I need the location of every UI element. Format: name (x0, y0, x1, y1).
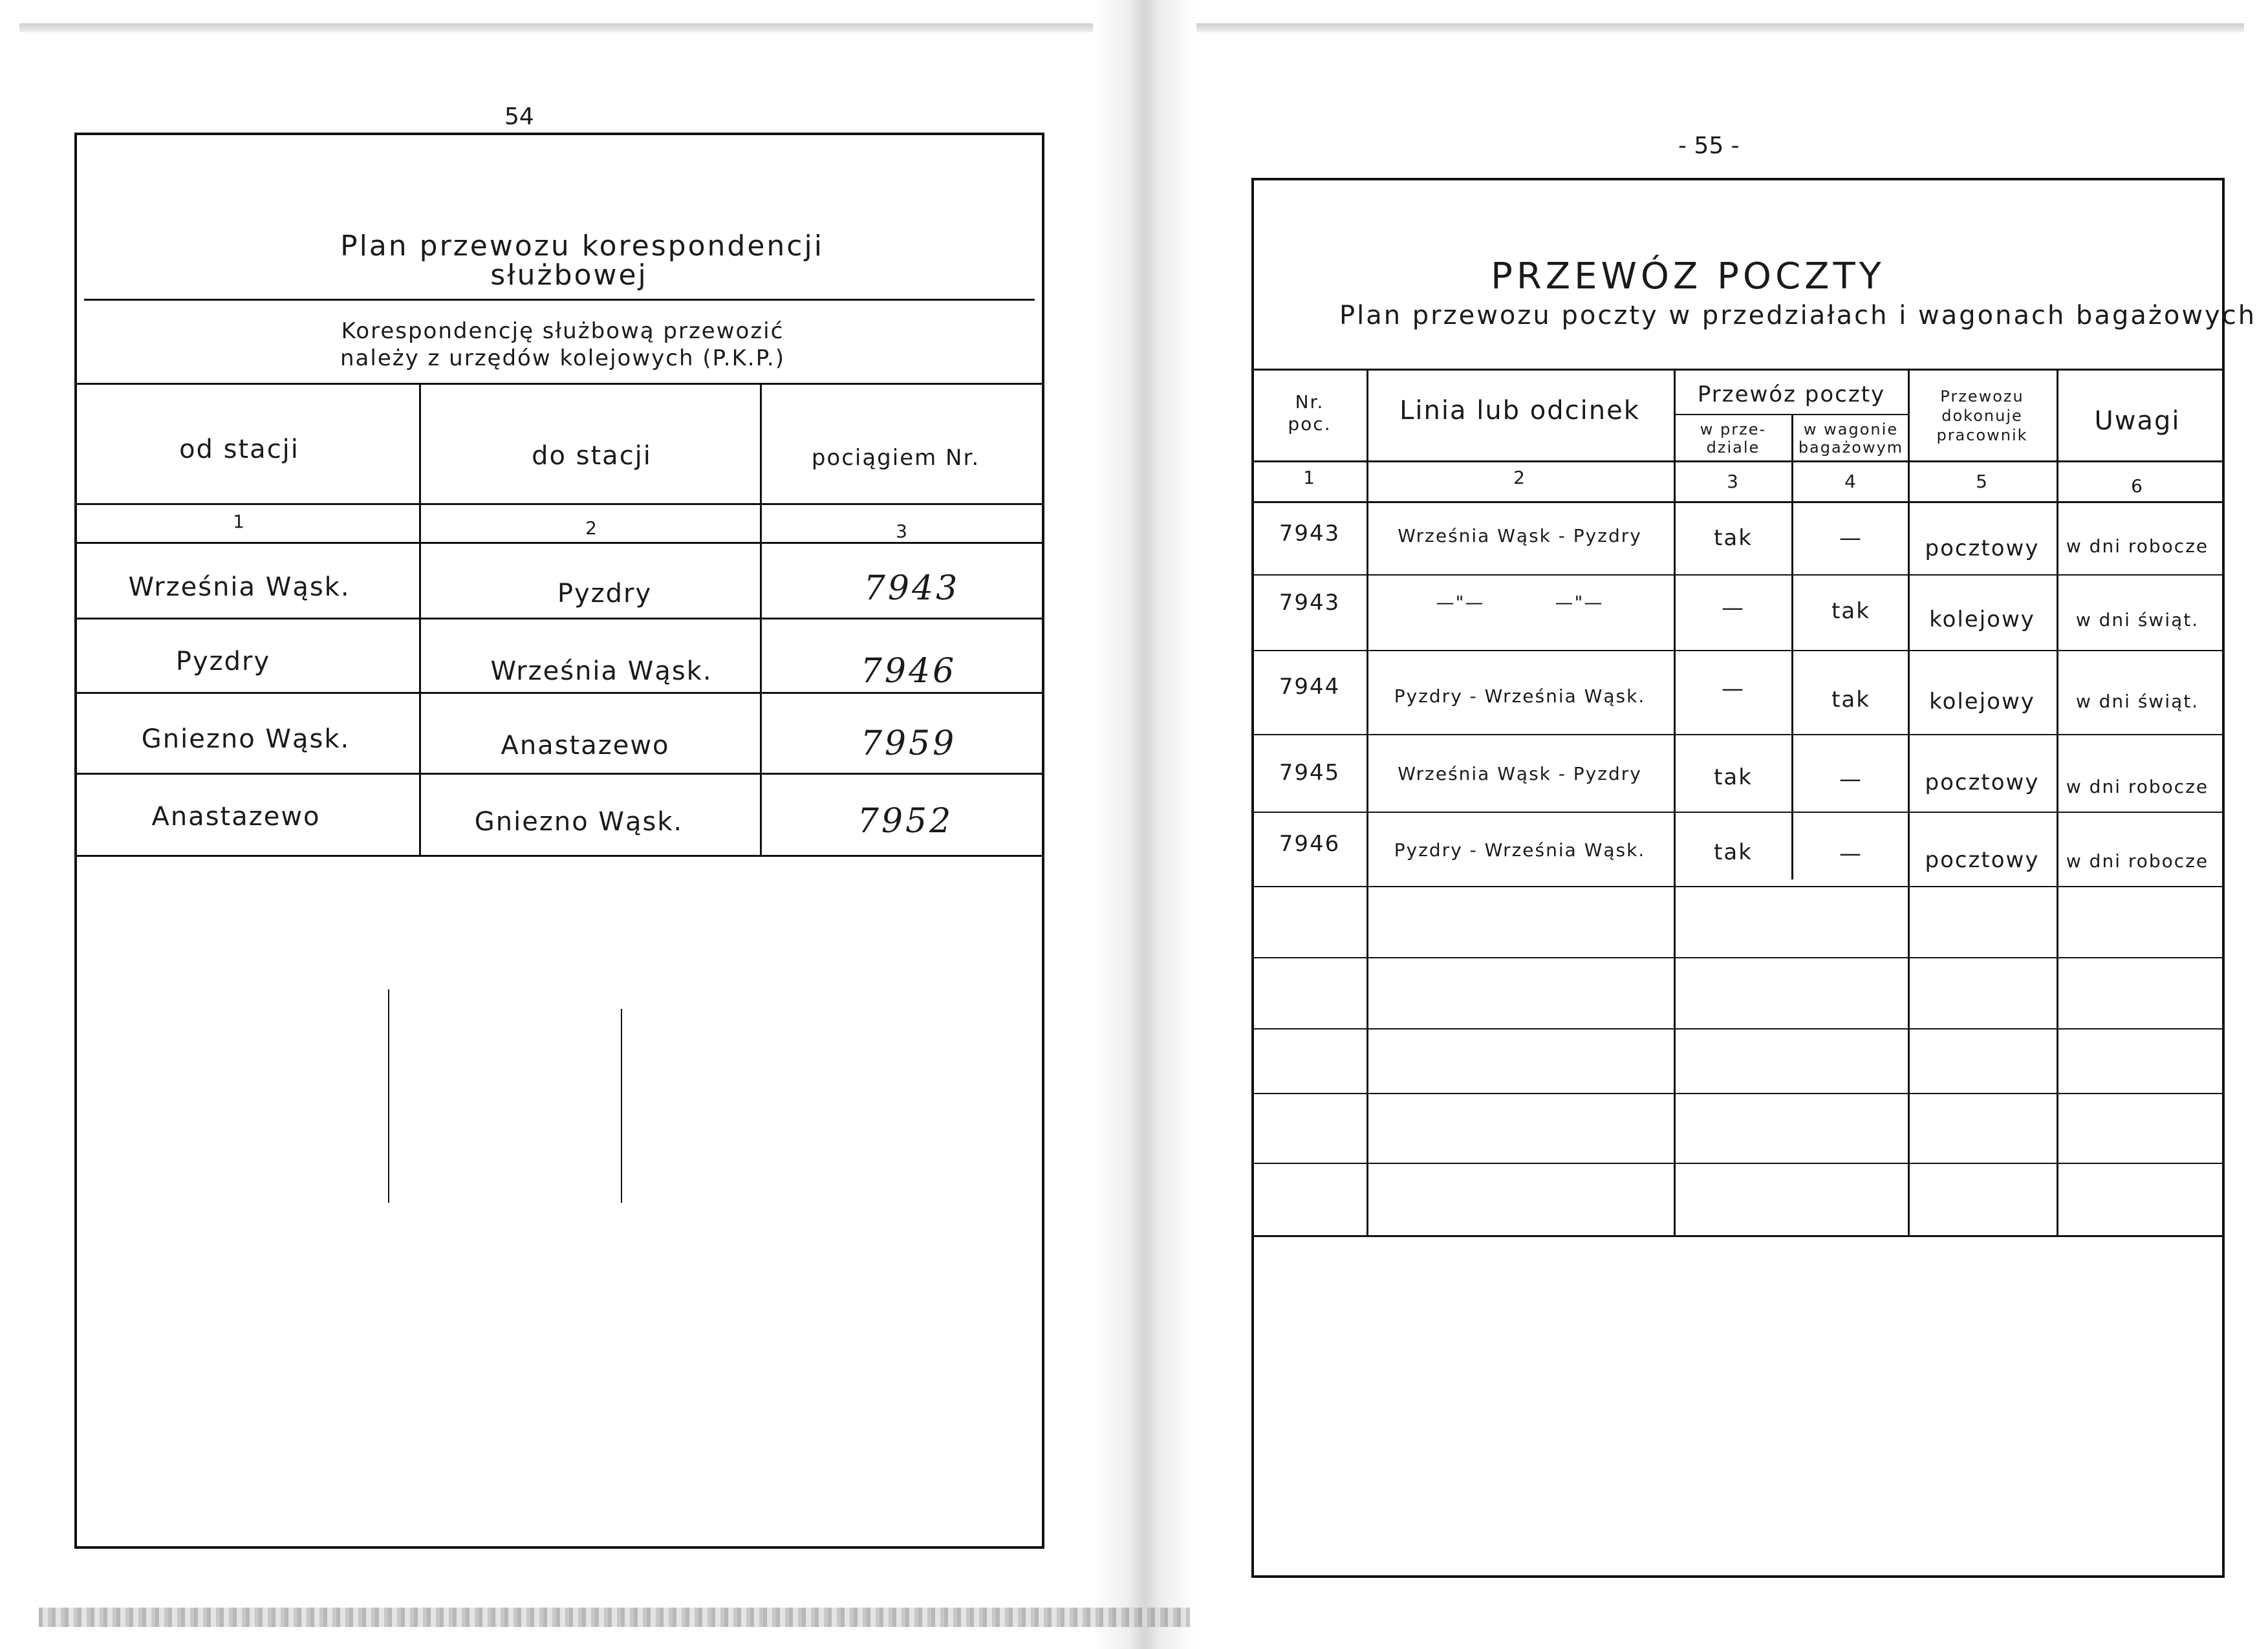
left-row-from: Anastazewo (151, 802, 321, 832)
right-row-divider (1251, 1028, 2225, 1029)
right-header-compartment: w prze-dziale (1700, 420, 1767, 457)
right-col-divider-2 (1674, 369, 1676, 1235)
right-col-divider-3 (1791, 414, 1793, 879)
scan-edge-bottom (39, 1608, 1190, 1627)
right-row-divider (1251, 1163, 2225, 1164)
right-row-divider (1251, 1093, 2225, 1094)
right-row-line: Pyzdry - Września Wąsk. (1394, 685, 1646, 707)
right-row-notes: w dni świąt. (2075, 609, 2199, 630)
scan-mark (621, 1009, 622, 1203)
right-header-line: Linia lub odcinek (1399, 396, 1640, 426)
right-row-line: Pyzdry - Września Wąsk. (1394, 839, 1646, 861)
right-colnum-bottom (1251, 501, 2225, 503)
right-row-worker: pocztowy (1925, 535, 2040, 561)
right-row-compartment: — (1722, 595, 1745, 621)
right-subtitle: Plan przewozu poczty w przedziałach i wagonach bagażowych (1339, 301, 2257, 330)
right-row-divider (1251, 886, 2225, 887)
right-colnum-4: 4 (1844, 471, 1857, 492)
left-row-divider (74, 618, 1044, 620)
right-colnum-3: 3 (1727, 471, 1740, 492)
right-row-nr: 7946 (1279, 831, 1341, 857)
right-row-compartment: tak (1714, 525, 1753, 551)
right-header-wagon: w wagonie bagażowym (1798, 420, 1904, 457)
right-row-worker: kolejowy (1929, 607, 2035, 632)
right-row-divider (1251, 734, 2225, 735)
right-row-divider (1251, 957, 2225, 958)
left-colnum-bottom (74, 542, 1044, 544)
left-note-line2: należy z urzędów kolejowych (P.K.P.) (340, 345, 786, 371)
left-header-to: do stacji (532, 441, 652, 471)
left-divider-1 (84, 299, 1035, 301)
left-colnum-1: 1 (233, 511, 246, 532)
left-row-from: Września Wąsk. (128, 572, 351, 602)
right-header-nr: Nr. poc. (1288, 391, 1332, 435)
right-row-compartment: tak (1714, 839, 1753, 865)
right-row-notes: w dni robocze (2066, 850, 2209, 872)
right-row-worker: pocztowy (1925, 770, 2040, 795)
book-spine (1093, 0, 1196, 1649)
left-row-train: 7943 (863, 569, 960, 608)
right-header-transport: Przewóz poczty (1697, 382, 1886, 407)
left-row-from: Pyzdry (175, 647, 271, 676)
right-header-sub-divider (1674, 414, 1908, 415)
right-row-wagon: — (1839, 841, 1863, 867)
right-row-line: —"— —"— (1436, 592, 1604, 613)
left-row-train: 7959 (860, 724, 957, 763)
right-row-worker: pocztowy (1925, 847, 2040, 873)
right-table-bottom (1251, 1235, 2225, 1237)
right-header-worker: Przewozu dokonuje pracownik (1936, 387, 2028, 444)
right-header-notes: Uwagi (2094, 406, 2181, 436)
left-row-to: Anastazewo (501, 731, 670, 760)
left-note-line1: Korespondencję służbową przewozić (341, 318, 784, 344)
left-row-to: Pyzdry (557, 579, 653, 609)
right-row-notes: w dni robocze (2066, 776, 2209, 797)
right-row-notes: w dni robocze (2066, 535, 2209, 557)
right-row-wagon: — (1839, 766, 1863, 792)
right-colnum-6: 6 (2131, 475, 2144, 497)
scan-mark (388, 989, 389, 1203)
left-row-train: 7952 (857, 802, 954, 841)
left-table-bottom (74, 855, 1044, 857)
left-row-to: Września Wąsk. (490, 656, 713, 686)
right-row-wagon: tak (1831, 598, 1870, 624)
right-row-wagon: — (1839, 525, 1863, 551)
right-row-notes: w dni świąt. (2075, 691, 2199, 712)
left-colnum-2: 2 (585, 517, 598, 539)
left-row-to: Gniezno Wąsk. (474, 807, 684, 837)
right-row-divider (1251, 574, 2225, 576)
right-colnum-1: 1 (1303, 467, 1316, 488)
right-row-compartment: — (1722, 676, 1745, 702)
left-table-top (74, 383, 1044, 385)
left-row-divider (74, 773, 1044, 775)
left-title-line1: Plan przewozu korespondencji (340, 230, 824, 263)
left-title-line2: służbowej (490, 259, 648, 292)
left-header-bottom (74, 503, 1044, 505)
left-row-from: Gniezno Wąsk. (141, 724, 351, 754)
right-row-nr: 7945 (1279, 760, 1341, 786)
right-row-divider (1251, 650, 2225, 651)
left-row-divider (74, 692, 1044, 694)
right-title: PRZEWÓZ POCZTY (1491, 255, 1885, 297)
right-row-compartment: tak (1714, 764, 1753, 790)
left-header-train: pociągiem Nr. (811, 445, 980, 471)
left-row-train: 7946 (860, 652, 957, 691)
left-page-number: 54 (504, 103, 534, 130)
right-colnum-2: 2 (1513, 467, 1526, 488)
right-header-bottom (1251, 460, 2225, 462)
right-row-nr: 7943 (1279, 590, 1341, 616)
left-header-from: od stacji (179, 435, 299, 464)
left-colnum-3: 3 (896, 521, 909, 542)
right-col-divider-1 (1366, 369, 1368, 1235)
right-row-divider (1251, 812, 2225, 813)
right-row-nr: 7944 (1279, 674, 1341, 700)
right-row-wagon: tak (1831, 687, 1870, 713)
right-row-line: Września Wąsk - Pyzdry (1398, 525, 1642, 546)
right-row-nr: 7943 (1279, 521, 1341, 546)
right-table-top (1251, 369, 2225, 371)
right-colnum-5: 5 (1976, 471, 1989, 492)
right-row-worker: kolejowy (1929, 689, 2035, 715)
right-row-line: Września Wąsk - Pyzdry (1398, 763, 1642, 784)
right-page-number: - 55 - (1678, 133, 1740, 159)
right-col-divider-4 (1908, 369, 1910, 1235)
right-col-divider-5 (2057, 369, 2058, 1235)
